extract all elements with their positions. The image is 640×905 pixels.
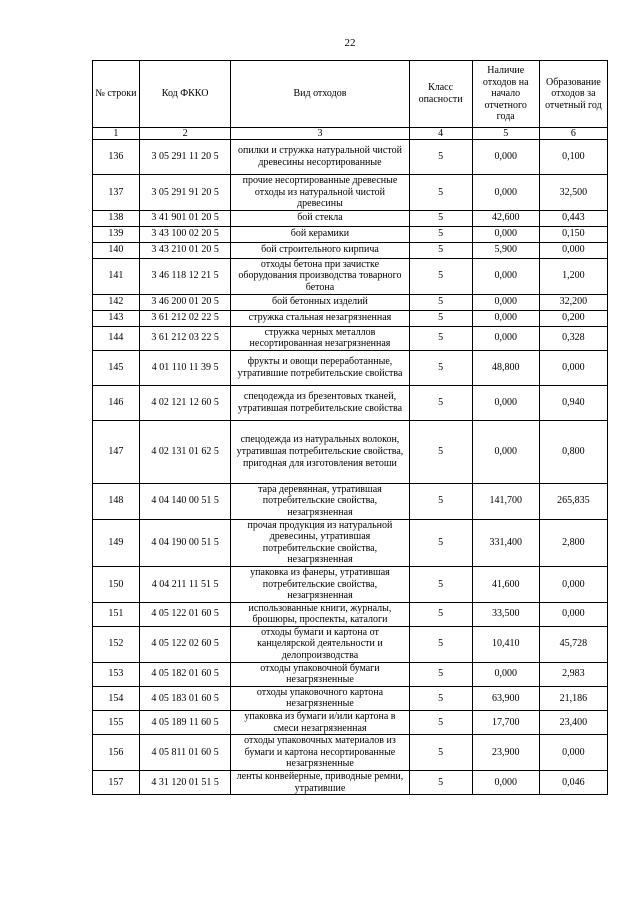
waste-kind: упаковка из фанеры, утратившая потребительские свойства, незагрязненная — [231, 566, 409, 602]
hazard-class: 5 — [409, 175, 472, 211]
formed-amount: 32,200 — [539, 294, 607, 310]
start-amount: 17,700 — [472, 711, 539, 735]
table-row — [93, 711, 608, 735]
hazard-class: 5 — [409, 686, 472, 710]
start-amount: 48,800 — [472, 350, 539, 385]
formed-amount: 45,728 — [539, 626, 607, 662]
waste-kind: отходы упаковочной бумаги незагрязненные — [231, 662, 409, 686]
header-row-no: № строки — [93, 61, 140, 128]
table-row — [93, 350, 608, 385]
row-number: 147 — [93, 420, 140, 483]
waste-code: 3 05 291 11 20 5 — [139, 140, 231, 175]
waste-kind: бой бетонных изделий — [231, 294, 409, 310]
header-hazard: Класс опасности — [409, 61, 472, 128]
hazard-class: 5 — [409, 519, 472, 566]
start-amount: 63,900 — [472, 686, 539, 710]
formed-amount: 2,800 — [539, 519, 607, 566]
column-number: 6 — [539, 128, 607, 140]
formed-amount: 0,000 — [539, 602, 607, 626]
waste-kind: отходы упаковочного картона незагрязненные — [231, 686, 409, 710]
waste-kind: отходы бетона при зачистке оборудования производства товарного бетона — [231, 258, 409, 294]
waste-kind: использованные книги, журналы, брошюры, проспекты, каталоги — [231, 602, 409, 626]
table-row — [93, 294, 608, 310]
start-amount: 0,000 — [472, 140, 539, 175]
hazard-class: 5 — [409, 711, 472, 735]
table-row — [93, 519, 608, 566]
formed-amount: 0,443 — [539, 210, 607, 226]
start-amount: 10,410 — [472, 626, 539, 662]
waste-code: 4 04 140 00 51 5 — [139, 483, 231, 519]
start-amount: 0,000 — [472, 226, 539, 242]
start-amount: 5,900 — [472, 242, 539, 258]
row-number: 150 — [93, 566, 140, 602]
waste-code: 4 04 190 00 51 5 — [139, 519, 231, 566]
hazard-class: 5 — [409, 258, 472, 294]
waste-table — [92, 60, 608, 795]
start-amount: 41,600 — [472, 566, 539, 602]
waste-kind: стружка черных металлов несортированная незагрязненная — [231, 326, 409, 350]
hazard-class: 5 — [409, 350, 472, 385]
row-number: 154 — [93, 686, 140, 710]
waste-kind: фрукты и овощи переработанные, утратившие потребительские свойства — [231, 350, 409, 385]
start-amount: 42,600 — [472, 210, 539, 226]
start-amount: 0,000 — [472, 175, 539, 211]
waste-code: 4 05 811 01 60 5 — [139, 735, 231, 771]
table-row — [93, 242, 608, 258]
waste-kind: спецодежда из натуральных волокон, утратившая потребительские свойства, пригодная для изготовления ветоши — [231, 420, 409, 483]
header-formed: Образование отходов за отчетный год — [539, 61, 607, 128]
formed-amount: 21,186 — [539, 686, 607, 710]
start-amount: 141,700 — [472, 483, 539, 519]
table-row — [93, 483, 608, 519]
formed-amount: 265,835 — [539, 483, 607, 519]
row-number: 139 — [93, 226, 140, 242]
start-amount: 23,900 — [472, 735, 539, 771]
start-amount: 0,000 — [472, 294, 539, 310]
column-number: 2 — [139, 128, 231, 140]
hazard-class: 5 — [409, 210, 472, 226]
table-row — [93, 626, 608, 662]
waste-kind: бой керамики — [231, 226, 409, 242]
waste-kind: отходы упаковочных материалов из бумаги и картона несортированные незагрязненные — [231, 735, 409, 771]
table-row — [93, 602, 608, 626]
waste-kind: опилки и стружка натуральной чистой древесины несортированные — [231, 140, 409, 175]
row-number: 149 — [93, 519, 140, 566]
formed-amount: 0,000 — [539, 350, 607, 385]
hazard-class: 5 — [409, 310, 472, 326]
waste-code: 4 02 131 01 62 5 — [139, 420, 231, 483]
table-row — [93, 735, 608, 771]
waste-code: 4 01 110 11 39 5 — [139, 350, 231, 385]
start-amount: 0,000 — [472, 771, 539, 795]
formed-amount: 0,000 — [539, 735, 607, 771]
hazard-class: 5 — [409, 602, 472, 626]
waste-code: 3 05 291 91 20 5 — [139, 175, 231, 211]
hazard-class: 5 — [409, 326, 472, 350]
formed-amount: 1,200 — [539, 258, 607, 294]
start-amount: 0,000 — [472, 326, 539, 350]
row-number: 145 — [93, 350, 140, 385]
hazard-class: 5 — [409, 483, 472, 519]
table-row — [93, 210, 608, 226]
column-number: 5 — [472, 128, 539, 140]
row-number: 144 — [93, 326, 140, 350]
row-number: 141 — [93, 258, 140, 294]
waste-kind: прочая продукция из натуральной древесины, утратившая потребительские свойства, незагрязненная — [231, 519, 409, 566]
waste-code: 3 43 210 01 20 5 — [139, 242, 231, 258]
formed-amount: 0,150 — [539, 226, 607, 242]
header-start: Наличие отходов на начало отчетного года — [472, 61, 539, 128]
formed-amount: 0,940 — [539, 385, 607, 420]
page-number: 22 — [344, 37, 356, 49]
start-amount: 0,000 — [472, 258, 539, 294]
column-number: 3 — [231, 128, 409, 140]
row-number: 146 — [93, 385, 140, 420]
table-row — [93, 566, 608, 602]
table-row — [93, 686, 608, 710]
waste-kind: ленты конвейерные, приводные ремни, утратившие — [231, 771, 409, 795]
header-row — [93, 61, 608, 128]
waste-code: 4 05 182 01 60 5 — [139, 662, 231, 686]
waste-code: 3 61 212 03 22 5 — [139, 326, 231, 350]
column-number: 4 — [409, 128, 472, 140]
waste-code: 3 46 118 12 21 5 — [139, 258, 231, 294]
waste-code: 4 05 122 02 60 5 — [139, 626, 231, 662]
formed-amount: 0,800 — [539, 420, 607, 483]
formed-amount: 0,000 — [539, 242, 607, 258]
header-kind: Вид отходов — [231, 61, 409, 128]
table-row — [93, 771, 608, 795]
waste-code: 4 31 120 01 51 5 — [139, 771, 231, 795]
row-number: 140 — [93, 242, 140, 258]
start-amount: 33,500 — [472, 602, 539, 626]
hazard-class: 5 — [409, 140, 472, 175]
table-row — [93, 175, 608, 211]
start-amount: 0,000 — [472, 420, 539, 483]
start-amount: 0,000 — [472, 310, 539, 326]
formed-amount: 23,400 — [539, 711, 607, 735]
formed-amount: 0,100 — [539, 140, 607, 175]
formed-amount: 0,328 — [539, 326, 607, 350]
waste-code: 4 05 189 11 60 5 — [139, 711, 231, 735]
hazard-class: 5 — [409, 626, 472, 662]
waste-code: 4 02 121 12 60 5 — [139, 385, 231, 420]
waste-kind: бой строительного кирпича — [231, 242, 409, 258]
hazard-class: 5 — [409, 771, 472, 795]
formed-amount: 32,500 — [539, 175, 607, 211]
row-number: 143 — [93, 310, 140, 326]
waste-kind: прочие несортированные древесные отходы из натуральной чистой древесины — [231, 175, 409, 211]
waste-kind: стружка стальная незагрязненная — [231, 310, 409, 326]
hazard-class: 5 — [409, 735, 472, 771]
formed-amount: 0,200 — [539, 310, 607, 326]
row-number: 157 — [93, 771, 140, 795]
hazard-class: 5 — [409, 566, 472, 602]
row-number: 137 — [93, 175, 140, 211]
waste-kind: тара деревянная, утратившая потребительские свойства, незагрязненная — [231, 483, 409, 519]
table-row — [93, 310, 608, 326]
row-number: 156 — [93, 735, 140, 771]
hazard-class: 5 — [409, 242, 472, 258]
column-number-row — [93, 128, 608, 140]
waste-code: 4 05 122 01 60 5 — [139, 602, 231, 626]
hazard-class: 5 — [409, 420, 472, 483]
table-row — [93, 420, 608, 483]
waste-kind: бой стекла — [231, 210, 409, 226]
row-number: 148 — [93, 483, 140, 519]
waste-kind: отходы бумаги и картона от канцелярской деятельности и делопроизводства — [231, 626, 409, 662]
start-amount: 331,400 — [472, 519, 539, 566]
table-row — [93, 258, 608, 294]
table-row — [93, 226, 608, 242]
table-row — [93, 662, 608, 686]
waste-code: 4 04 211 11 51 5 — [139, 566, 231, 602]
formed-amount: 2,983 — [539, 662, 607, 686]
column-number: 1 — [93, 128, 140, 140]
waste-code: 3 61 212 02 22 5 — [139, 310, 231, 326]
hazard-class: 5 — [409, 226, 472, 242]
waste-code: 4 05 183 01 60 5 — [139, 686, 231, 710]
waste-code: 3 46 200 01 20 5 — [139, 294, 231, 310]
table-body — [93, 140, 608, 795]
hazard-class: 5 — [409, 662, 472, 686]
row-number: 152 — [93, 626, 140, 662]
table-row — [93, 140, 608, 175]
formed-amount: 0,000 — [539, 566, 607, 602]
table-row — [93, 385, 608, 420]
waste-code: 3 41 901 01 20 5 — [139, 210, 231, 226]
row-number: 142 — [93, 294, 140, 310]
header-code: Код ФККО — [139, 61, 231, 128]
hazard-class: 5 — [409, 385, 472, 420]
formed-amount: 0,046 — [539, 771, 607, 795]
waste-code: 3 43 100 02 20 5 — [139, 226, 231, 242]
row-number: 155 — [93, 711, 140, 735]
row-number: 138 — [93, 210, 140, 226]
hazard-class: 5 — [409, 294, 472, 310]
table-row — [93, 326, 608, 350]
start-amount: 0,000 — [472, 385, 539, 420]
waste-kind: упаковка из бумаги и/или картона в смеси незагрязненная — [231, 711, 409, 735]
row-number: 136 — [93, 140, 140, 175]
row-number: 153 — [93, 662, 140, 686]
start-amount: 0,000 — [472, 662, 539, 686]
row-number: 151 — [93, 602, 140, 626]
waste-kind: спецодежда из брезентовых тканей, утратившая потребительские свойства — [231, 385, 409, 420]
